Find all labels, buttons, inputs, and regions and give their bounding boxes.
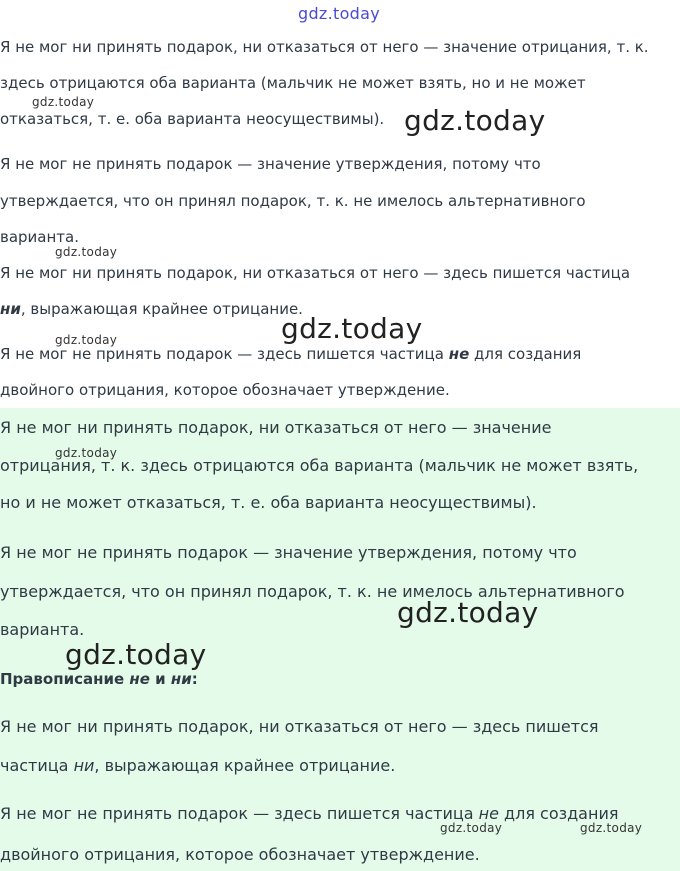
- particle-ne: не: [478, 804, 499, 823]
- text-line: но и не может отказаться, т. е. оба варианта неосуществимы).: [0, 493, 537, 512]
- text-span: , выражающая крайнее отрицание.: [20, 300, 303, 318]
- text-line: Я не мог ни принять подарок, ни отказаться от него — здесь пишется: [0, 717, 599, 736]
- text-line: отказаться, т. е. оба варианта неосуществимы).: [0, 110, 385, 128]
- text-line: утверждается, что он принял подарок, т. к. не имелось альтернативного: [0, 192, 586, 210]
- watermark: gdz.today: [440, 821, 503, 835]
- text-line: двойного отрицания, которое обозначает утверждение.: [0, 381, 450, 399]
- text-span: :: [191, 670, 198, 688]
- text-span: Я не мог не принять подарок — здесь пишется частица: [0, 345, 449, 363]
- text-line: здесь отрицаются оба варианта (мальчик не может взять, но и не может: [0, 74, 586, 92]
- text-span: для создания: [498, 804, 619, 823]
- text-line: Я не мог ни принять подарок, ни отказаться от него — значение: [0, 418, 552, 437]
- text-span: Я не мог не принять подарок — здесь пишется частица: [0, 804, 479, 823]
- text-line: Я не мог не принять подарок — значение утверждения, потому что: [0, 155, 541, 173]
- text-span: Правописание: [0, 670, 130, 688]
- text-line: [0, 300, 303, 318]
- text-line: [0, 804, 618, 824]
- text-line: Я не мог ни принять подарок, ни отказаться от него — здесь пишется частица: [0, 264, 631, 282]
- watermark: gdz.today: [55, 333, 118, 347]
- text-line: Я не мог ни принять подарок, ни отказаться от него — значение отрицания, т. к.: [0, 38, 649, 56]
- particle-ne: не: [129, 670, 150, 688]
- particle-ni: ни: [73, 756, 95, 775]
- watermark: gdz.today: [404, 104, 546, 137]
- text-line: [0, 756, 395, 776]
- watermark: gdz.today: [281, 312, 423, 345]
- text-span: для создания: [469, 345, 582, 363]
- text-span: и: [149, 670, 171, 688]
- watermark: gdz.today: [55, 245, 118, 259]
- watermark: gdz.today: [65, 638, 207, 671]
- watermark: gdz.today: [32, 95, 95, 109]
- text-line: варианта.: [0, 620, 85, 639]
- particle-ne: не: [448, 345, 470, 363]
- text-line: утверждается, что он принял подарок, т. к. не имелось альтернативного: [0, 582, 625, 601]
- text-line: отрицания, т. к. здесь отрицаются оба варианта (мальчик не может взять,: [0, 456, 639, 475]
- text-span: частица: [0, 756, 74, 775]
- text-span: , выражающая крайнее отрицание.: [94, 756, 396, 775]
- watermark: gdz.today: [55, 446, 118, 460]
- section-heading: [0, 669, 198, 689]
- text-line: Я не мог не принять подарок — значение утверждения, потому что: [0, 543, 577, 562]
- text-line: варианта.: [0, 228, 79, 246]
- watermark-top: gdz.today: [298, 4, 380, 23]
- text-line: [0, 345, 581, 363]
- watermark: gdz.today: [397, 596, 539, 629]
- text-line: двойного отрицания, которое обозначает утверждение.: [0, 845, 480, 864]
- watermark: gdz.today: [580, 821, 643, 835]
- particle-ni: ни: [0, 300, 21, 318]
- particle-ni: ни: [170, 670, 192, 688]
